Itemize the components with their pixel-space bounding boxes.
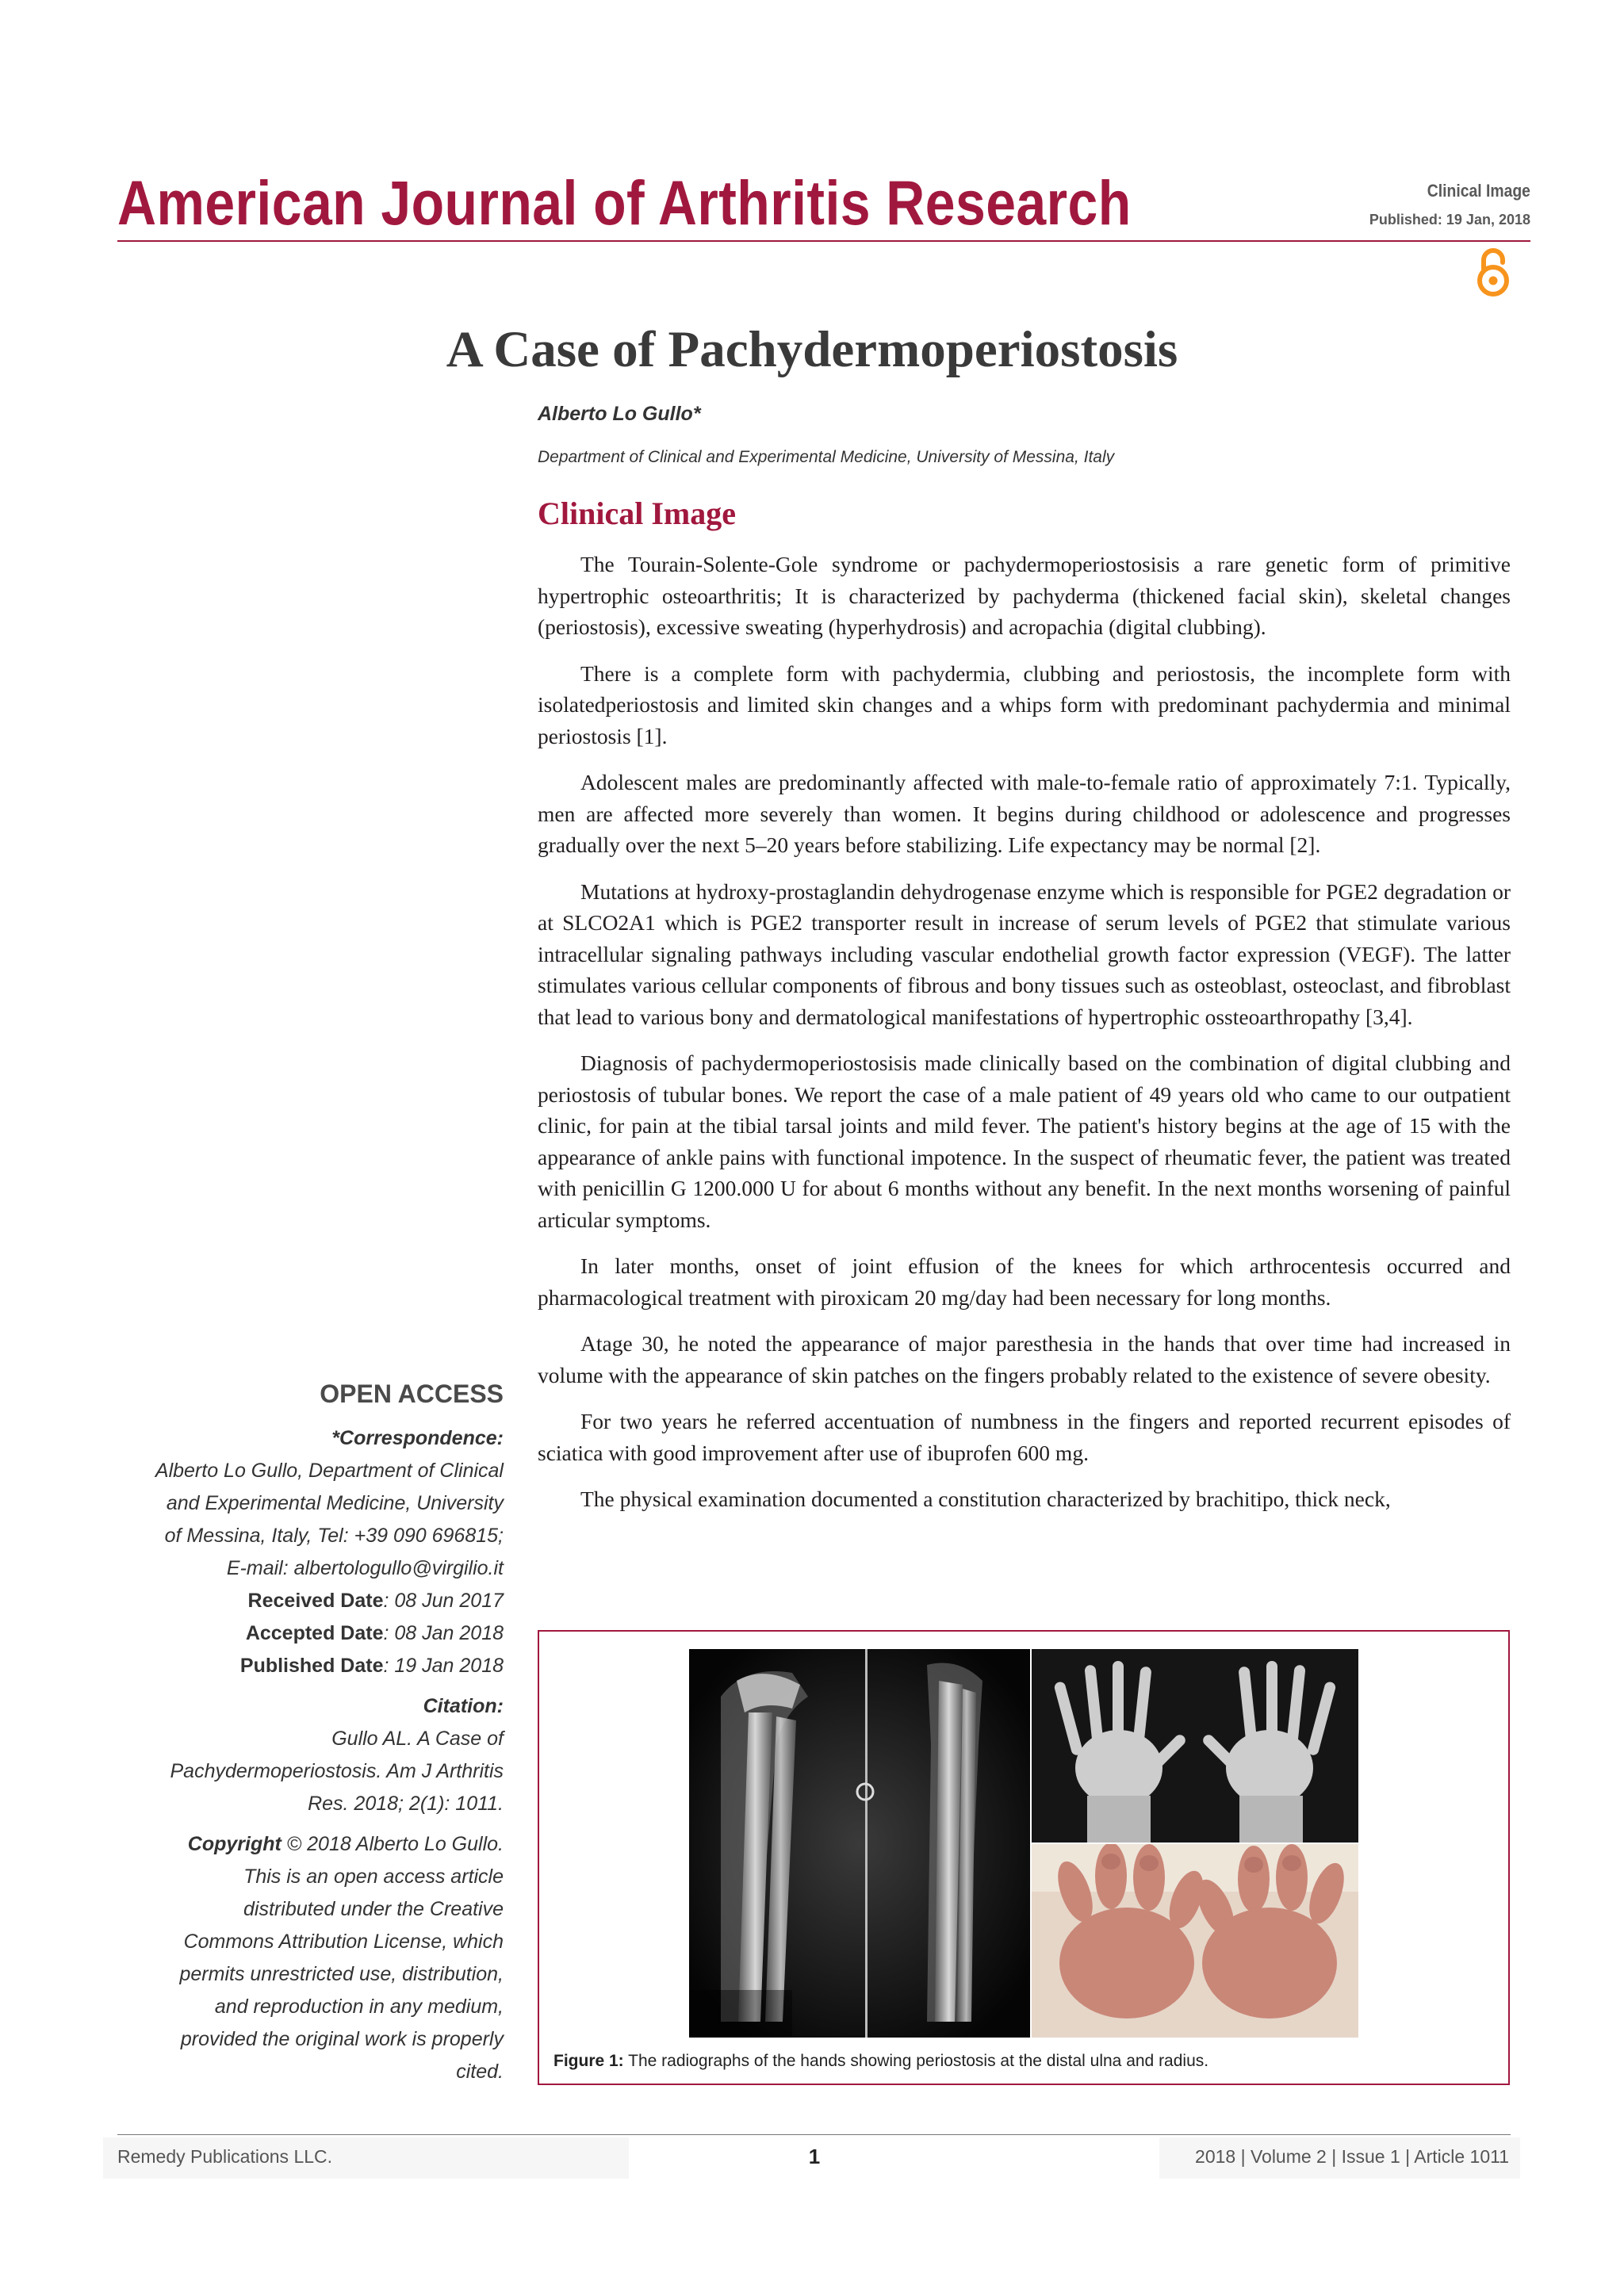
- open-access-label: OPEN ACCESS: [320, 1380, 504, 1408]
- published-label: Published Date: [239, 1655, 384, 1677]
- copyright-line: cited.: [456, 2061, 504, 2083]
- hands-photograph: [1032, 1844, 1358, 2038]
- figure-1: [538, 1630, 1510, 2085]
- page-number: 1: [808, 2145, 821, 2168]
- header-divider: [117, 240, 1530, 242]
- journal-title: American Journal of Arthritis Research: [117, 167, 1132, 238]
- copyright-line: distributed under the Creative: [243, 1898, 504, 1920]
- copyright-line: Commons Attribution License, which: [183, 1931, 504, 1953]
- body-paragraph: There is a complete form with pachydermia, clubbing and periostosis, the incomplete form with isolatedperiostosis and limited skin changes and a whips form with predominant pachydermia and minimal periostosis [1].: [538, 660, 1511, 748]
- copyright-line: provided the original work is properly: [180, 2028, 504, 2050]
- citation-block: [94, 1690, 504, 1820]
- footer-divider: [117, 2134, 1511, 2135]
- received-date: [94, 1585, 504, 1617]
- copyright-label: Copyright: [187, 1833, 282, 1855]
- figure-caption-text: The radiographs of the hands showing periostosis at the distal ulna and radius.: [623, 2052, 1209, 2070]
- citation-line: Gullo AL. A Case of: [331, 1728, 504, 1750]
- body-paragraph: Diagnosis of pachydermoperiostosisis made clinically based on the combination of digital clubbing and periostosis of tubular bones. We report the case of a male patient of 49 years old who came to our outpatient clinic, for pain at the tibial tarsal joints and mild fever. The patient's history begins at the age of 15 with the appearance of ankle pains with functional impotence. In the suspect of rheumatic fever, the patient was treated with penicillin G 1200.000 U for about 6 months without any benefit. In the next months worsening of painful articular symptoms.: [538, 1050, 1511, 1232]
- body-paragraph: Atage 30, he noted the appearance of major paresthesia in the hands that over time had increased in volume with the appearance of skin patches on the fingers probably related to the existence of severe obesity.: [538, 1331, 1511, 1387]
- footer-issue-info: 2018 | Volume 2 | Issue 1 | Article 1011: [1195, 2146, 1509, 2167]
- hands-radiograph-drawing: [1032, 1649, 1358, 1843]
- article-info-sidebar: [94, 1376, 504, 2088]
- correspondence-line: and Experimental Medicine, University: [166, 1492, 504, 1514]
- body-paragraph: For two years he referred accentuation of numbness in the fingers and reported recurrent episodes of sciatica with good improvement after use of ibuprofen 600 mg.: [538, 1409, 1511, 1465]
- accepted-value: : 08 Jan 2018: [383, 1622, 504, 1644]
- author-affiliation: Department of Clinical and Experimental Medicine, University of Messina, Italy: [538, 448, 1115, 466]
- accepted-label: Accepted Date: [245, 1622, 384, 1644]
- citation-line: Pachydermoperiostosis. Am J Arthritis: [170, 1760, 504, 1782]
- copyright-line: This is an open access article: [243, 1866, 504, 1888]
- correspondence-label: *Correspondence:: [331, 1427, 504, 1449]
- open-access-lock-icon: [1473, 246, 1513, 298]
- forearm-radiographs-drawing: [689, 1649, 1030, 2038]
- body-paragraph: Adolescent males are predominantly affected with male-to-female ratio of approximately 7:1. Typically, men are affected more severely than women. It begins during childhood or adolescence and progresses gradually over the next 5–20 years before stabilizing. Life expectancy may be normal [2].: [538, 770, 1511, 857]
- copyright-holder: © 2018 Alberto Lo Gullo.: [281, 1833, 504, 1855]
- citation-line: Res. 2018; 2(1): 1011.: [308, 1793, 504, 1815]
- footer-publisher: Remedy Publications LLC.: [117, 2146, 333, 2167]
- correspondence-line: Alberto Lo Gullo, Department of Clinical: [155, 1460, 504, 1482]
- correspondence-email[interactable]: E-mail: albertologullo@virgilio.it: [226, 1557, 504, 1579]
- body-paragraph: In later months, onset of joint effusion of the knees for which arthrocentesis occurred and pharmacological treatment with piroxicam 20 mg/day had been necessary for long months.: [538, 1253, 1511, 1310]
- body-paragraph: Mutations at hydroxy-prostaglandin dehydrogenase enzyme which is responsible for PGE2 degradation or at SLCO2A1 which is PGE2 transporter result in increase of serum levels of PGE2 that stimulate various intracellular signaling pathways including vascular endothelial growth factor expression (VEGF). The latter stimulates various cellular components of fibrous and bony tissues such as osteoblast, osteoclast, and fibroblast that lead to various bony and dermatological manifestations of hypertrophic ossteoarthropathy [3,4].: [538, 878, 1511, 1029]
- received-label: Received Date: [247, 1590, 384, 1612]
- citation-label: Citation:: [423, 1695, 504, 1717]
- article-title: A Case of Pachydermoperiostosis: [446, 321, 1178, 378]
- forearm-radiographs: [689, 1649, 1030, 2038]
- article-body: [538, 549, 1511, 1530]
- published-date-header: Published: 19 Jan, 2018: [1369, 212, 1530, 228]
- hands-radiograph: [1032, 1649, 1358, 1843]
- author-name: Alberto Lo Gullo*: [538, 403, 701, 425]
- body-paragraph: The physical examination documented a constitution characterized by brachitipo, thick neck,: [580, 1487, 1391, 1511]
- received-value: : 08 Jun 2017: [383, 1590, 504, 1612]
- section-heading: Clinical Image: [538, 496, 736, 531]
- figure-label: Figure 1:: [553, 2052, 624, 2070]
- body-paragraph: The Tourain-Solente-Gole syndrome or pachydermoperiostosisis a rare genetic form of primitive hypertrophic osteoarthritis; It is characterized by pachyderma (thickened facial skin), skeletal changes (periostosis), excessive sweating (hyperhydrosis) and acropachia (digital clubbing).: [538, 552, 1511, 639]
- figure-caption: [553, 2052, 1208, 2071]
- article-type-label: Clinical Image: [1427, 181, 1530, 201]
- copyright-line: and reproduction in any medium,: [214, 1996, 504, 2018]
- hands-photograph-drawing: [1032, 1844, 1358, 2038]
- copyright-block: [94, 1828, 504, 2088]
- copyright-first-line: [94, 1828, 504, 1861]
- copyright-line: permits unrestricted use, distribution,: [179, 1963, 504, 1985]
- published-date: [94, 1650, 504, 1682]
- accepted-date: [94, 1617, 504, 1650]
- correspondence-line: of Messina, Italy, Tel: +39 090 696815;: [164, 1525, 504, 1547]
- correspondence-block: [94, 1422, 504, 1585]
- published-value: : 19 Jan 2018: [383, 1655, 504, 1677]
